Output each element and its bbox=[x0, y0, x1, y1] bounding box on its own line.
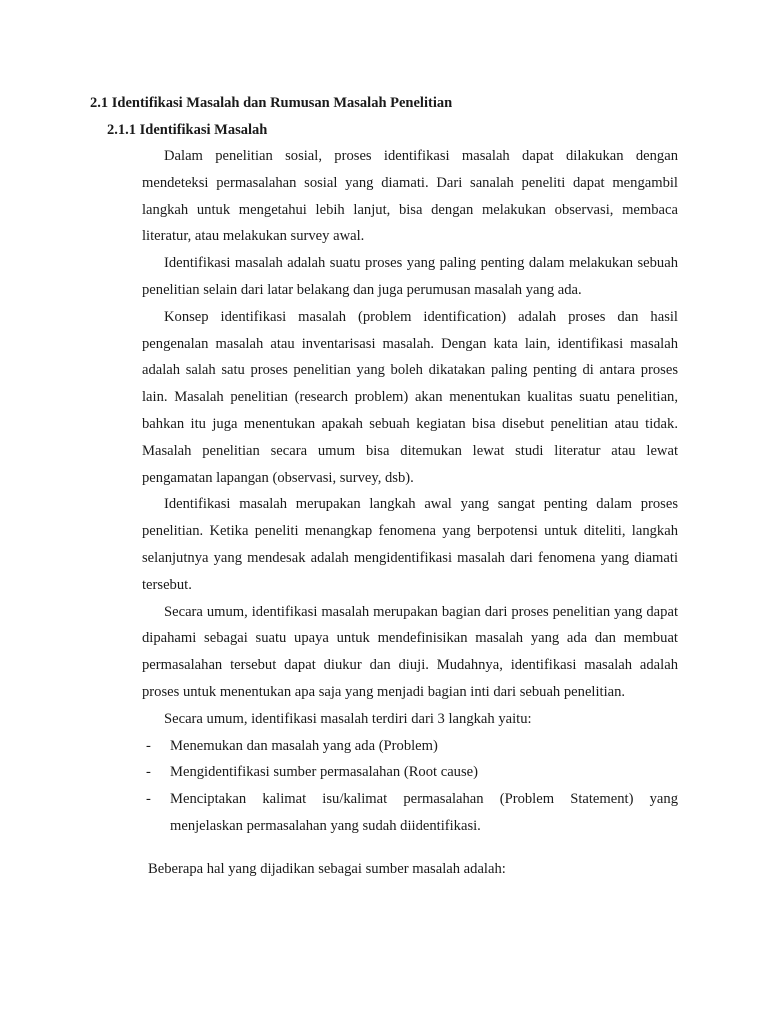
list-item bbox=[0, 786, 678, 840]
list-bullet: - bbox=[146, 737, 151, 754]
body-text bbox=[142, 143, 678, 883]
steps-list bbox=[0, 733, 678, 840]
paragraph-6: Secara umum, identifikasi masalah terdiri dari 3 langkah yaitu: bbox=[164, 710, 532, 727]
list-item-text: Menemukan dan masalah yang ada (Problem) bbox=[170, 737, 438, 754]
subsection-heading: 2.1.1 Identifikasi Masalah bbox=[107, 122, 268, 138]
closing-line: Beberapa hal yang dijadikan sebagai sumber masalah adalah: bbox=[148, 860, 506, 877]
paragraph-4: Identifikasi masalah merupakan langkah awal yang sangat penting dalam proses penelitian. Ketika peneliti menangkap fenomena yang berpotensi untuk diteliti, langkah selanjutnya yang mendesak adalah mengidentifikasi masalah dari fenomena yang diamati tersebut. bbox=[142, 496, 678, 593]
paragraph-5: Secara umum, identifikasi masalah merupakan bagian dari proses penelitian yang dapat dipahami sebagai suatu upaya untuk mendefinisikan masalah yang ada dan membuat permasalahan tersebut dapat diukur dan diuji. Mudahnya, identifikasi masalah adalah proses untuk menentukan apa saja yang menjadi bagian inti dari sebuah penelitian. bbox=[142, 603, 678, 700]
paragraph-3: Konsep identifikasi masalah (problem identification) adalah proses dan hasil pengenalan masalah atau inventarisasi masalah. Dengan kata lain, identifikasi masalah adalah salah satu proses penelitian yang boleh dikatakan paling penting di antara proses lain. Masalah penelitian (research problem) akan menentukan kualitas suatu penelitian, bahkan itu juga menentukan apakah sebuah kegiatan bisa disebut penelitian atau tidak. Masalah penelitian secara umum bisa ditemukan lewat studi literatur atau lewat pengamatan lapangan (observasi, survey, dsb). bbox=[142, 308, 678, 486]
paragraph-2: Identifikasi masalah adalah suatu proses yang paling penting dalam melakukan sebuah penelitian selain dari latar belakang dan juga perumusan masalah yang ada. bbox=[142, 255, 678, 298]
list-item bbox=[0, 733, 678, 760]
list-bullet: - bbox=[146, 791, 151, 808]
list-item-text: Mengidentifikasi sumber permasalahan (Root cause) bbox=[170, 764, 478, 781]
section-heading: 2.1 Identifikasi Masalah dan Rumusan Masalah Penelitian bbox=[90, 95, 453, 111]
list-item-text: Menciptakan kalimat isu/kalimat permasalahan (Problem Statement) yang menjelaskan permasalahan yang sudah diidentifikasi. bbox=[170, 791, 678, 834]
list-bullet: - bbox=[146, 764, 151, 781]
paragraph-1: Dalam penelitian sosial, proses identifikasi masalah dapat dilakukan dengan mendeteksi permasalahan sosial yang diamati. Dari sanalah peneliti dapat mengambil langkah untuk mengetahui lebih lanjut, bisa dengan melakukan observasi, membaca literatur, atau melakukan survey awal. bbox=[142, 148, 678, 245]
list-item bbox=[0, 759, 678, 786]
